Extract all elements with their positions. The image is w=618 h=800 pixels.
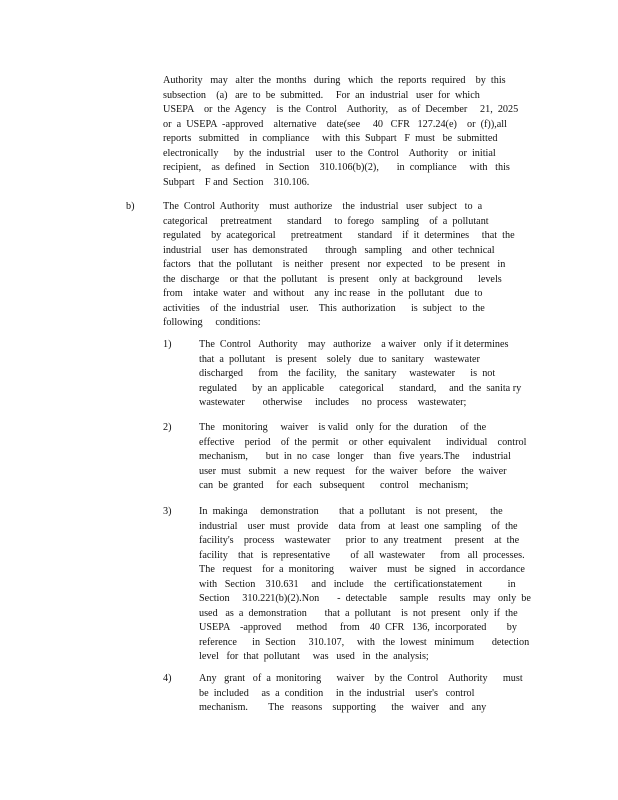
- text-line: that a pollutant is present solely due to sanitary wastewater: [199, 353, 480, 365]
- text-line: facility that is representative of all wastewater from all processes.: [199, 549, 525, 561]
- text-line: electronically by the industrial user to the Control Authority or initial: [163, 147, 496, 159]
- text-line: industrial user must provide data from at least one sampling of the: [199, 520, 518, 532]
- condition-2-marker: 2): [163, 422, 172, 433]
- text-line: regulated by an applicable categorical standard, and the sanita ry: [199, 382, 522, 394]
- text-line: industrial user has demonstrated through sampling and other technical: [163, 244, 495, 256]
- condition-1-paragraph: [199, 338, 521, 411]
- condition-4-marker: 4): [163, 673, 172, 684]
- text-line: recipient, as defined in Section 310.106(b)(2), in compliance with this: [163, 162, 510, 173]
- text-line: subsection (a) are to be submitted. For an industrial user for which: [163, 89, 480, 101]
- text-line: reference in Section 310.107, with the lowest minimum detection: [199, 636, 530, 648]
- text-line: be included as a condition in the industrial user's control: [199, 687, 475, 699]
- text-line: Authority may alter the months during which the reports required by this: [163, 75, 506, 86]
- text-line: with Section 310.631 and include the certificationstatement in: [199, 578, 516, 590]
- text-line: from intake water and without any inc rease in the pollutant due to: [163, 288, 483, 299]
- text-line: discharged from the facility, the sanitary wastewater is not: [199, 368, 496, 379]
- intro-paragraph: [163, 74, 518, 190]
- text-line: or a USEPA -approved alternative date(see 40 CFR 127.24(e) or (f)),all: [163, 118, 507, 130]
- condition-3-paragraph: [199, 505, 531, 665]
- text-line: The Control Authority must authorize the industrial user subject to a: [163, 201, 483, 212]
- text-line: The monitoring waiver is valid only for the duration of the: [199, 422, 487, 433]
- text-line: factors that the pollutant is neither present nor expected to be present in: [163, 259, 506, 270]
- text-line: Subpart F and Section 310.106.: [163, 176, 310, 188]
- text-line: USEPA -approved method from 40 CFR 136, incorporated by: [199, 622, 517, 633]
- condition-3-marker: 3): [163, 506, 172, 517]
- text-line: level for that pollutant was used in the analysis;: [199, 651, 429, 662]
- text-line: categorical pretreatment standard to forego sampling of a pollutant: [163, 215, 489, 227]
- text-line: Any grant of a monitoring waiver by the Control Authority must: [199, 673, 523, 684]
- text-line: regulated by acategorical pretreatment standard if it determines that the: [163, 230, 515, 241]
- text-line: following conditions:: [163, 317, 261, 328]
- section-b-paragraph: [163, 200, 515, 331]
- text-line: USEPA or the Agency is the Control Authority, as of December 21, 2025: [163, 104, 519, 115]
- text-line: mechanism. The reasons supporting the waiver and any: [199, 702, 487, 713]
- text-line: The Control Authority may authorize a waiver only if it determines: [199, 339, 509, 350]
- text-line: activities of the industrial user. This authorization is subject to the: [163, 302, 485, 314]
- text-line: effective period of the permit or other equivalent individual control: [199, 436, 527, 448]
- condition-2-paragraph: [199, 421, 526, 494]
- section-b-marker: b): [126, 201, 135, 212]
- text-line: Section 310.221(b)(2).Non - detectable sample results may only be: [199, 593, 531, 604]
- text-line: used as a demonstration that a pollutant is not present only if the: [199, 607, 518, 619]
- text-line: mechanism, but in no case longer than five years.The industrial: [199, 451, 511, 462]
- text-line: the discharge or that the pollutant is present only at background levels: [163, 273, 502, 285]
- text-line: wastewater otherwise includes no process wastewater;: [199, 397, 467, 408]
- condition-1-marker: 1): [163, 339, 172, 350]
- condition-4-paragraph: [199, 672, 523, 716]
- text-line: reports submitted in compliance with this Subpart F must be submitted: [163, 133, 498, 144]
- text-line: facility's process wastewater prior to any treatment present at the: [199, 535, 520, 546]
- text-line: The request for a monitoring waiver must be signed in accordance: [199, 564, 525, 575]
- text-line: In makinga demonstration that a pollutant is not present, the: [199, 506, 503, 517]
- text-line: user must submit a new request for the waiver before the waiver: [199, 465, 507, 477]
- text-line: can be granted for each subsequent control mechanism;: [199, 480, 469, 491]
